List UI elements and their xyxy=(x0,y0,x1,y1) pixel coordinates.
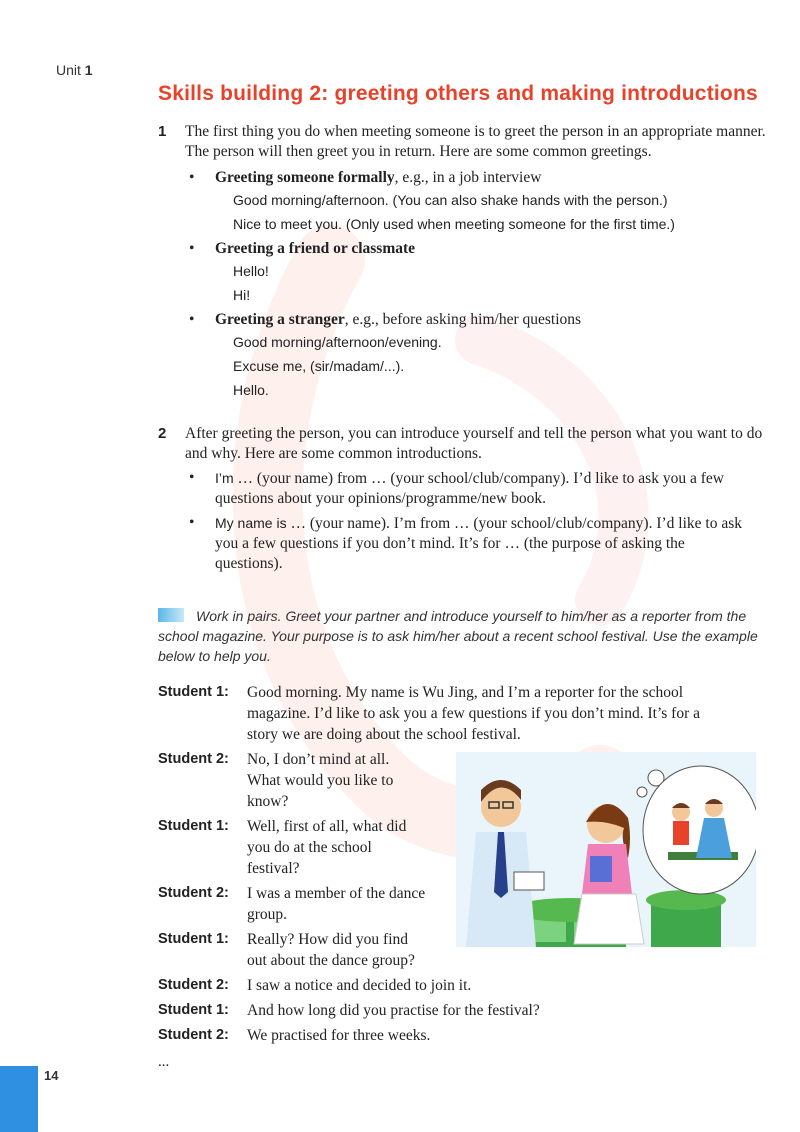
example-line: Excuse me, (sir/madam/...). xyxy=(233,358,405,374)
speaker-label: Student 1: xyxy=(158,931,229,947)
task-text: Work in pairs. Greet your partner and introduce yourself to him/her as a reporter from the school magazine. Your purpose is to ask him/her about a recent school festival. Use the example below to help you. xyxy=(158,608,758,664)
dialogue-line: No, I don’t mind at all. xyxy=(247,751,390,768)
unit-number: 1 xyxy=(84,62,93,78)
section-1 xyxy=(158,122,768,402)
speaker-label: Student 1: xyxy=(158,818,229,834)
bullet-item xyxy=(189,168,768,188)
dialogue-line: Well, first of all, what did xyxy=(247,818,407,835)
bullet-item xyxy=(189,513,748,574)
page-title: Skills building 2: greeting others and making introductions xyxy=(158,82,758,105)
bullet-item xyxy=(189,310,768,330)
bullet-heading: Greeting a friend or classmate xyxy=(215,240,416,257)
speaker-label: Student 1: xyxy=(158,1002,229,1018)
dialogue-line: know? xyxy=(247,793,289,810)
dialogue-line: group. xyxy=(247,906,288,923)
dialogue-line: story we are doing about the school festival. xyxy=(247,726,521,743)
speaker-label: Student 2: xyxy=(158,1027,229,1043)
bullet-dot-icon: • xyxy=(189,169,195,186)
section-2 xyxy=(158,424,768,574)
unit-word: Unit xyxy=(56,62,81,78)
dialogue-line: you do at the school xyxy=(247,839,372,856)
bullet-item xyxy=(189,468,748,509)
dialogue-line: I was a member of the dance xyxy=(247,885,426,902)
bullet-detail: … (your name). I’m from … (your school/club/company). I’d like to ask you a few questions if you don’t mind. It’s for … (the purpose of asking the questions). xyxy=(215,515,742,572)
dialogue-line: Really? How did you find xyxy=(247,931,409,948)
dialogue-line: And how long did you practise for the festival? xyxy=(247,1002,540,1019)
example-line: Nice to meet you. (Only used when meeting someone for the first time.) xyxy=(233,216,675,232)
task-instructions xyxy=(158,606,758,666)
dialogue-line: Good morning. My name is Wu Jing, and I’m a reporter for the school xyxy=(247,684,684,701)
bullet-dot-icon: • xyxy=(189,240,195,257)
dialogue-line: What would you like to xyxy=(247,772,394,789)
page-tab xyxy=(0,1066,38,1132)
dialogue-line: magazine. I’d like to ask you a few questions if you don’t mind. It’s for a xyxy=(247,705,700,722)
bullet-heading: Greeting a stranger xyxy=(215,311,345,328)
speaker-label: Student 2: xyxy=(158,885,229,901)
section-number: 1 xyxy=(158,123,167,140)
bullet-lead: My name is xyxy=(215,515,287,531)
example-line: Good morning/afternoon. (You can also shake hands with the person.) xyxy=(233,192,668,208)
dialogue-line: I saw a notice and decided to join it. xyxy=(247,977,472,994)
bullet-dot-icon: • xyxy=(189,469,195,486)
example-line: Hello. xyxy=(233,382,269,398)
bullet-detail: , e.g., in a job interview xyxy=(394,169,542,186)
interview-illustration xyxy=(456,752,756,947)
unit-label xyxy=(56,62,93,78)
page-number: 14 xyxy=(44,1068,59,1083)
speaker-label: Student 1: xyxy=(158,684,229,700)
task-marker-icon xyxy=(158,608,184,622)
bullet-lead: I’m xyxy=(215,470,234,486)
speaker-label: Student 2: xyxy=(158,977,229,993)
dialogue-line: festival? xyxy=(247,860,300,877)
bullet-detail: , e.g., before asking him/her questions xyxy=(344,311,582,328)
bullet-item xyxy=(189,239,768,259)
section-intro: The first thing you do when meeting someone is to greet the person in an appropriate manner. The person will then greet you in return. Here are some common greetings. xyxy=(185,123,766,160)
dialogue-line: We practised for three weeks. xyxy=(247,1027,431,1044)
bullet-dot-icon: • xyxy=(189,514,195,531)
example-line: Hi! xyxy=(233,287,251,303)
section-intro: After greeting the person, you can introduce yourself and tell the person what you want to do and why. Here are some common introductions. xyxy=(185,425,763,462)
example-line: Hello! xyxy=(233,263,269,279)
bullet-dot-icon: • xyxy=(189,311,195,328)
bullet-detail: … (your name) from … (your school/club/company). I’d like to ask you a few questions about your opinions/programme/new book. xyxy=(215,470,724,507)
speaker-label: Student 2: xyxy=(158,751,229,767)
example-line: Good morning/afternoon/evening. xyxy=(233,334,442,350)
bullet-heading: Greeting someone formally xyxy=(215,169,395,186)
section-number: 2 xyxy=(158,425,167,442)
dialogue-line: out about the dance group? xyxy=(247,952,415,969)
continuation-ellipsis: ... xyxy=(158,1054,170,1070)
